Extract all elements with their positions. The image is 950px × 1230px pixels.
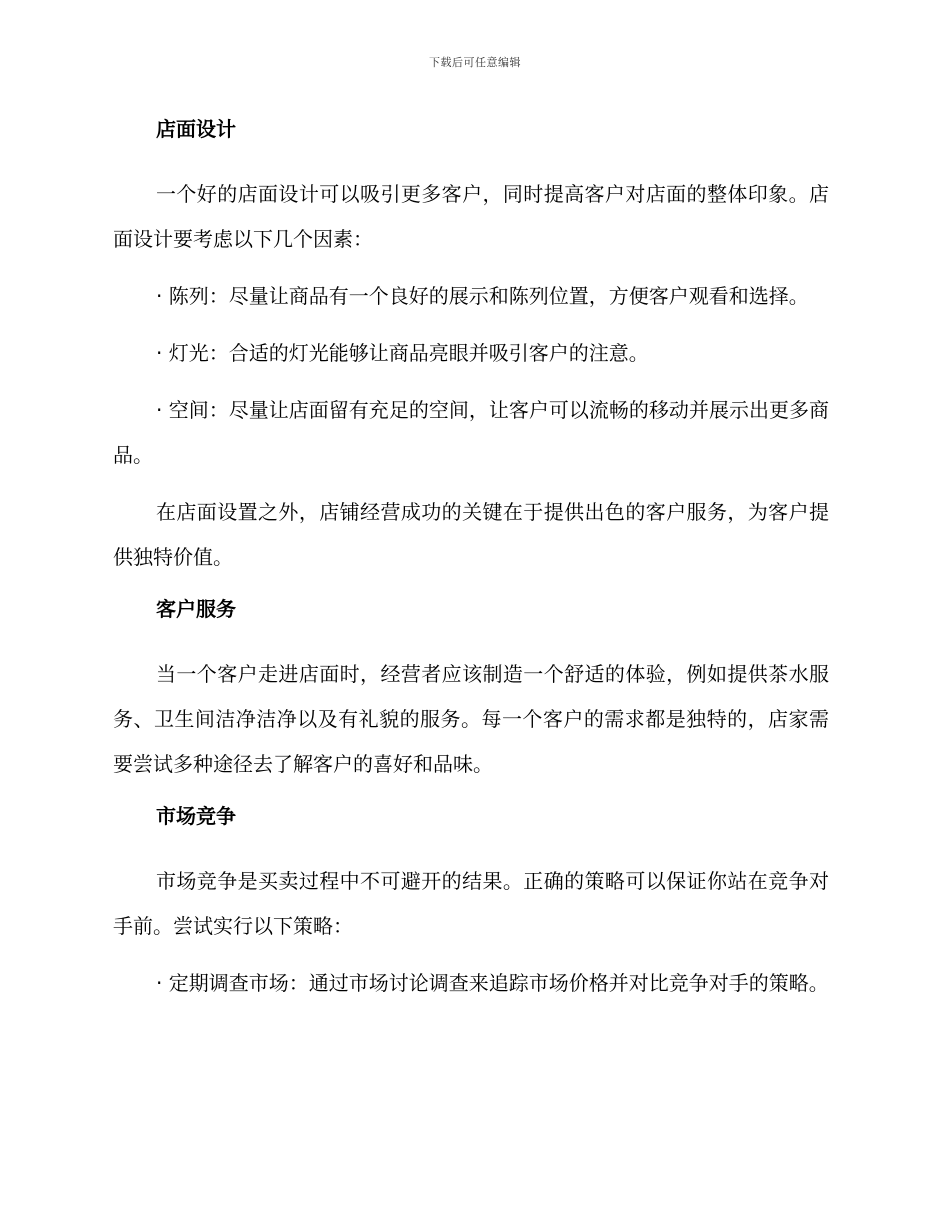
section-heading: 客户服务 <box>156 597 236 621</box>
paragraph: 在店面设置之外，店铺经营成功的关键在于提供出色的客户服务，为客户提供独特价值。 <box>113 500 829 569</box>
paragraph: 当一个客户走进店面时，经营者应该制造一个舒适的体验，例如提供茶水服务、卫生间洁净洁净以及有礼貌的服务。每一个客户的需求都是独特的，店家需要尝试多种途径去了解客户的喜好和品味。 <box>113 662 829 776</box>
section-market-competition <box>113 799 829 1006</box>
section-heading: 店面设计 <box>156 117 236 141</box>
paragraph: 一个好的店面设计可以吸引更多客户，同时提高客户对店面的整体印象。店面设计要考虑以下几个因素： <box>113 182 829 251</box>
header-note: 下载后可任意编辑 <box>429 56 521 69</box>
section-customer-service <box>113 592 829 787</box>
section-heading: 市场竞争 <box>156 804 236 828</box>
bullet-paragraph: · 空间：尽量让店面留有充足的空间，让客户可以流畅的移动并展示出更多商品。 <box>113 398 829 467</box>
bullet-paragraph: · 定期调查市场：通过市场讨论调查来追踪市场价格并对比竞争对手的策略。 <box>156 971 829 995</box>
paragraph: 市场竞争是买卖过程中不可避开的结果。正确的策略可以保证你站在竞争对手前。尝试实行以下策略： <box>113 869 829 938</box>
bullet-paragraph: · 陈列：尽量让商品有一个良好的展示和陈列位置，方便客户观看和选择。 <box>156 284 809 308</box>
document-body <box>113 112 829 1018</box>
bullet-paragraph: · 灯光：合适的灯光能够让商品亮眼并吸引客户的注意。 <box>156 341 649 365</box>
section-store-design <box>113 112 829 580</box>
